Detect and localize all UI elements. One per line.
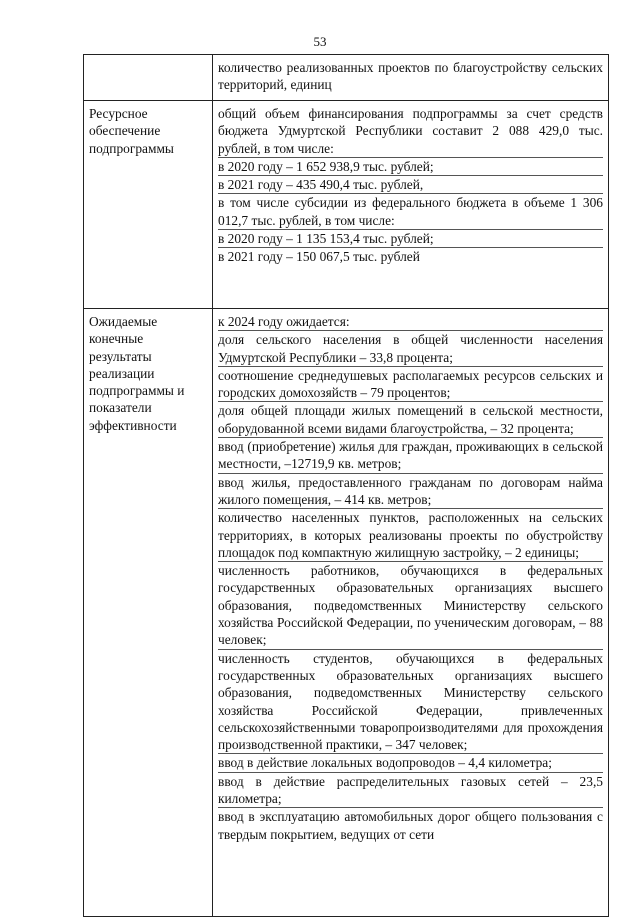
table-row xyxy=(84,55,609,101)
paragraph: в том числе субсидии из федерального бюджета в объеме 1 306 012,7 тыс. рублей, в том числе: xyxy=(218,194,603,230)
paragraph: доля общей площади жилых помещений в сельской местности, оборудованной всеми видами благоустройства, – 32 процента; xyxy=(218,402,603,438)
paragraph: ввод в эксплуатацию автомобильных дорог общего пользования с твердым покрытием, ведущих от сети xyxy=(218,809,603,842)
paragraph: ввод (приобретение) жилья для граждан, проживающих в сельской местности, –12719,9 кв. метров; xyxy=(218,438,603,474)
paragraph: количество населенных пунктов, расположенных на сельских территориях, в которых реализованы проекты по обустройству площадок под компактную жилищную застройку, – 2 единицы; xyxy=(218,509,603,562)
row-label: Ресурсное обеспечение подпрограммы xyxy=(84,101,213,309)
paragraph: в 2021 году – 435 490,4 тыс. рублей, xyxy=(218,176,603,194)
paragraph: в 2020 году – 1 135 153,4 тыс. рублей; xyxy=(218,230,603,248)
table-row xyxy=(84,309,609,917)
table-row xyxy=(84,101,609,309)
row-label xyxy=(84,55,213,101)
paragraph: ввод в действие локальных водопроводов – 4,4 километра; xyxy=(218,754,603,772)
page-number: 53 xyxy=(313,34,327,49)
paragraph: доля сельского населения в общей численности населения Удмуртской Республики – 33,8 процента; xyxy=(218,331,603,367)
paragraph: количество реализованных проектов по благоустройству сельских территорий, единиц xyxy=(218,60,603,93)
row-content xyxy=(213,309,609,917)
paragraph: общий объем финансирования подпрограммы за счет средств бюджета Удмуртской Республики составит 2 088 429,0 тыс. рублей, в том числе: xyxy=(218,105,603,158)
paragraph: в 2020 году – 1 652 938,9 тыс. рублей; xyxy=(218,158,603,176)
paragraph: соотношение среднедушевых располагаемых ресурсов сельских и городских домохозяйств – 79 процентов; xyxy=(218,367,603,403)
row-content xyxy=(213,101,609,309)
paragraph: численность работников, обучающихся в федеральных государственных образовательных организациях высшего образования, подведомственных Министерству сельского хозяйства Российской Федерации, по ученическим договорам, – 88 человек; xyxy=(218,562,603,649)
row-content xyxy=(213,55,609,101)
paragraph: к 2024 году ожидается: xyxy=(218,313,603,331)
paragraph: в 2021 году – 150 067,5 тыс. рублей xyxy=(218,249,420,265)
paragraph: численность студентов, обучающихся в федеральных государственных образовательных организациях высшего образования, подведомственных Министерству сельского хозяйства Российской Федерации, привлеченных сельскохозяйственными товаропроизводителями для прохождения производственной практики, – 347 человек; xyxy=(218,650,603,755)
paragraph: ввод жилья, предоставленного гражданам по договорам найма жилого помещения, – 414 кв. метров; xyxy=(218,474,603,510)
program-table xyxy=(83,54,609,917)
paragraph: ввод в действие распределительных газовых сетей – 23,5 километра; xyxy=(218,773,603,809)
row-label: Ожидаемые конечные результаты реализации подпрограммы и показатели эффективности xyxy=(84,309,213,917)
